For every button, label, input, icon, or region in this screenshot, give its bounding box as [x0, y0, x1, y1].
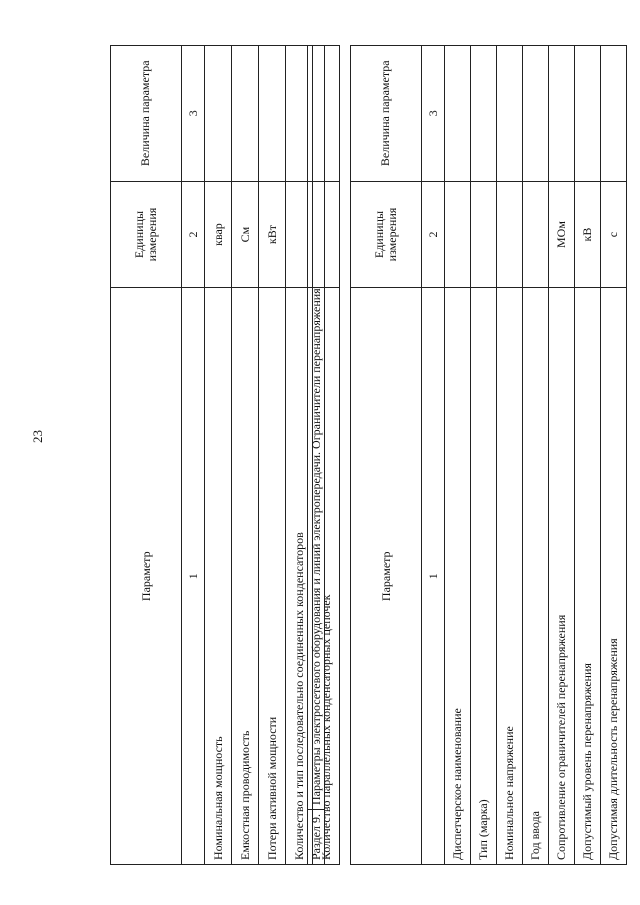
- row-value: [445, 46, 471, 182]
- row-units: с: [601, 181, 627, 288]
- row-param: Номинальное напряжение: [497, 288, 523, 865]
- table-row: [523, 46, 549, 865]
- header-units: Единицы измерения: [351, 181, 422, 288]
- header-value: Величина параметра: [351, 46, 422, 182]
- table-row: [549, 46, 575, 865]
- rotated-page-content: [110, 45, 630, 865]
- row-param: Допустимый уровень перенапряжения: [575, 288, 601, 865]
- row-param: Год ввода: [523, 288, 549, 865]
- row-value: [232, 46, 259, 182]
- row-param: Количество параллельных конденсаторных цепочек: [313, 288, 340, 865]
- table-number-row: [422, 46, 445, 865]
- table-row: [575, 46, 601, 865]
- row-param: Допустимая длительность перенапряжения: [601, 288, 627, 865]
- row-units: [497, 181, 523, 288]
- section-heading-row: [308, 46, 325, 865]
- header-param: Параметр: [351, 288, 422, 865]
- table-row: [601, 46, 627, 865]
- num-param: 1: [182, 288, 205, 865]
- row-units: кВт: [259, 181, 286, 288]
- page-number: 23: [30, 430, 45, 443]
- row-value: [523, 46, 549, 182]
- num-units: 2: [422, 181, 445, 288]
- table-row: [471, 46, 497, 865]
- table-header-row: [351, 46, 422, 865]
- row-param: Емкостная проводимость: [232, 288, 259, 865]
- row-param: Тип (марка): [471, 288, 497, 865]
- row-value: [549, 46, 575, 182]
- section-title: Параметры электросетевого оборудования и линий электропередачи. Ограничители перенапряжения: [308, 46, 325, 810]
- num-param: 1: [422, 288, 445, 865]
- row-units: квар: [205, 181, 232, 288]
- table-row: [259, 46, 286, 865]
- row-units: кВ: [575, 181, 601, 288]
- row-value: [497, 46, 523, 182]
- num-value: 3: [182, 46, 205, 182]
- table-header-row: [111, 46, 182, 865]
- row-param: Диспетчерское наименование: [445, 288, 471, 865]
- bottom-table: [350, 45, 627, 865]
- table-row: [232, 46, 259, 865]
- row-units: МОм: [549, 181, 575, 288]
- header-param: Параметр: [111, 288, 182, 865]
- num-value: 3: [422, 46, 445, 182]
- section-label: Раздел 9.: [308, 810, 325, 865]
- row-param: Количество и тип последовательно соединенных конденсаторов: [286, 288, 313, 865]
- header-units: Единицы измерения: [111, 181, 182, 288]
- row-value: [601, 46, 627, 182]
- row-value: [259, 46, 286, 182]
- row-units: [523, 181, 549, 288]
- table-row: [205, 46, 232, 865]
- row-value: [205, 46, 232, 182]
- row-units: [471, 181, 497, 288]
- row-value: [471, 46, 497, 182]
- table-number-row: [182, 46, 205, 865]
- table-row: [445, 46, 471, 865]
- num-units: 2: [182, 181, 205, 288]
- top-table: [110, 45, 340, 865]
- table-row: [497, 46, 523, 865]
- row-param: Потери активной мощности: [259, 288, 286, 865]
- header-value: Величина параметра: [111, 46, 182, 182]
- row-units: [445, 181, 471, 288]
- row-units: См: [232, 181, 259, 288]
- section-heading-table: [307, 45, 325, 865]
- row-param: Номинальная мощность: [205, 288, 232, 865]
- row-value: [575, 46, 601, 182]
- row-param: Сопротивление ограничителей перенапряжения: [549, 288, 575, 865]
